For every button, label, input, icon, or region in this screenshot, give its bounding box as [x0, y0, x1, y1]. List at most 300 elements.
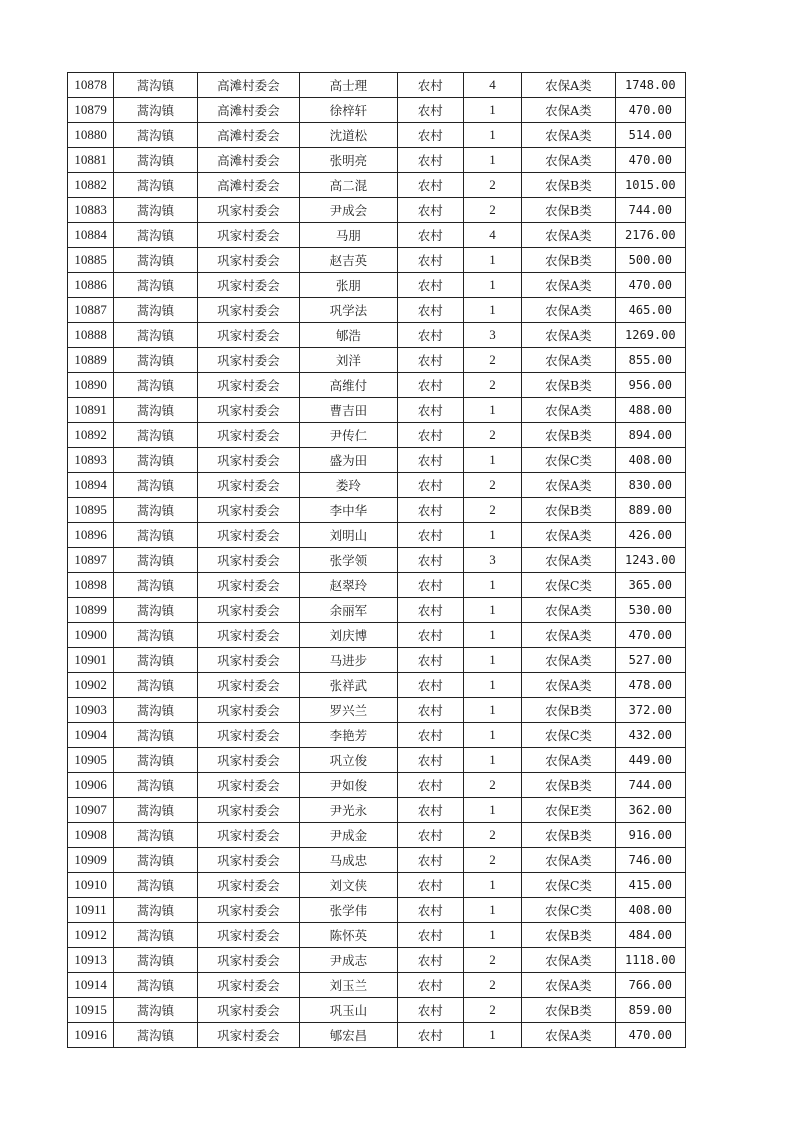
- household-count-cell: 1: [463, 573, 521, 598]
- record-id-cell: 10900: [68, 623, 114, 648]
- table-row: [68, 73, 686, 98]
- table-row: [68, 773, 686, 798]
- village-committee-cell: 巩家村委会: [197, 373, 299, 398]
- household-count-cell: 1: [463, 673, 521, 698]
- amount-cell: 530.00: [615, 598, 685, 623]
- insurance-category-cell: 农保A类: [522, 398, 615, 423]
- household-count-cell: 2: [463, 773, 521, 798]
- insurance-category-cell: 农保A类: [522, 98, 615, 123]
- table-row: [68, 823, 686, 848]
- area-type-cell: 农村: [397, 148, 463, 173]
- name-cell: 高士理: [300, 73, 397, 98]
- amount-cell: 432.00: [615, 723, 685, 748]
- amount-cell: 746.00: [615, 848, 685, 873]
- amount-cell: 470.00: [615, 148, 685, 173]
- amount-cell: 1269.00: [615, 323, 685, 348]
- amount-cell: 2176.00: [615, 223, 685, 248]
- amount-cell: 1748.00: [615, 73, 685, 98]
- name-cell: 娄玲: [300, 473, 397, 498]
- name-cell: 郇浩: [300, 323, 397, 348]
- insurance-category-cell: 农保A类: [522, 523, 615, 548]
- area-type-cell: 农村: [397, 248, 463, 273]
- area-type-cell: 农村: [397, 323, 463, 348]
- name-cell: 张朋: [300, 273, 397, 298]
- name-cell: 马朋: [300, 223, 397, 248]
- town-cell: 蒿沟镇: [114, 723, 197, 748]
- household-count-cell: 2: [463, 198, 521, 223]
- amount-cell: 894.00: [615, 423, 685, 448]
- household-count-cell: 1: [463, 523, 521, 548]
- name-cell: 李艳芳: [300, 723, 397, 748]
- household-count-cell: 2: [463, 848, 521, 873]
- insurance-category-cell: 农保A类: [522, 673, 615, 698]
- name-cell: 刘文侠: [300, 873, 397, 898]
- record-id-cell: 10897: [68, 548, 114, 573]
- amount-cell: 956.00: [615, 373, 685, 398]
- household-count-cell: 1: [463, 598, 521, 623]
- household-count-cell: 1: [463, 448, 521, 473]
- name-cell: 尹成志: [300, 948, 397, 973]
- amount-cell: 1015.00: [615, 173, 685, 198]
- village-committee-cell: 巩家村委会: [197, 698, 299, 723]
- record-id-cell: 10902: [68, 673, 114, 698]
- household-count-cell: 2: [463, 423, 521, 448]
- town-cell: 蒿沟镇: [114, 398, 197, 423]
- town-cell: 蒿沟镇: [114, 323, 197, 348]
- name-cell: 尹成会: [300, 198, 397, 223]
- town-cell: 蒿沟镇: [114, 548, 197, 573]
- table-row: [68, 923, 686, 948]
- town-cell: 蒿沟镇: [114, 948, 197, 973]
- name-cell: 李中华: [300, 498, 397, 523]
- record-id-cell: 10899: [68, 598, 114, 623]
- amount-cell: 362.00: [615, 798, 685, 823]
- record-id-cell: 10903: [68, 698, 114, 723]
- table-row: [68, 948, 686, 973]
- area-type-cell: 农村: [397, 648, 463, 673]
- town-cell: 蒿沟镇: [114, 448, 197, 473]
- town-cell: 蒿沟镇: [114, 173, 197, 198]
- amount-cell: 1118.00: [615, 948, 685, 973]
- name-cell: 罗兴兰: [300, 698, 397, 723]
- table-row: [68, 98, 686, 123]
- amount-cell: 500.00: [615, 248, 685, 273]
- record-id-cell: 10892: [68, 423, 114, 448]
- amount-cell: 859.00: [615, 998, 685, 1023]
- amount-cell: 1243.00: [615, 548, 685, 573]
- name-cell: 张祥武: [300, 673, 397, 698]
- town-cell: 蒿沟镇: [114, 348, 197, 373]
- household-count-cell: 1: [463, 623, 521, 648]
- insurance-category-cell: 农保A类: [522, 948, 615, 973]
- name-cell: 高二混: [300, 173, 397, 198]
- household-count-cell: 1: [463, 98, 521, 123]
- name-cell: 徐梓轩: [300, 98, 397, 123]
- town-cell: 蒿沟镇: [114, 98, 197, 123]
- town-cell: 蒿沟镇: [114, 798, 197, 823]
- household-count-cell: 1: [463, 798, 521, 823]
- area-type-cell: 农村: [397, 1023, 463, 1048]
- record-id-cell: 10889: [68, 348, 114, 373]
- amount-cell: 889.00: [615, 498, 685, 523]
- record-id-cell: 10883: [68, 198, 114, 223]
- village-committee-cell: 巩家村委会: [197, 348, 299, 373]
- town-cell: 蒿沟镇: [114, 523, 197, 548]
- area-type-cell: 农村: [397, 673, 463, 698]
- amount-cell: 470.00: [615, 1023, 685, 1048]
- amount-cell: 766.00: [615, 973, 685, 998]
- village-committee-cell: 巩家村委会: [197, 398, 299, 423]
- village-committee-cell: 高滩村委会: [197, 98, 299, 123]
- name-cell: 赵吉英: [300, 248, 397, 273]
- insurance-category-cell: 农保A类: [522, 123, 615, 148]
- amount-cell: 470.00: [615, 273, 685, 298]
- area-type-cell: 农村: [397, 548, 463, 573]
- amount-cell: 484.00: [615, 923, 685, 948]
- insurance-category-cell: 农保A类: [522, 548, 615, 573]
- insurance-category-cell: 农保A类: [522, 973, 615, 998]
- amount-cell: 916.00: [615, 823, 685, 848]
- insurance-category-cell: 农保B类: [522, 198, 615, 223]
- town-cell: 蒿沟镇: [114, 423, 197, 448]
- village-committee-cell: 巩家村委会: [197, 598, 299, 623]
- record-id-cell: 10914: [68, 973, 114, 998]
- table-row: [68, 448, 686, 473]
- record-id-cell: 10893: [68, 448, 114, 473]
- record-id-cell: 10898: [68, 573, 114, 598]
- record-id-cell: 10895: [68, 498, 114, 523]
- household-count-cell: 2: [463, 373, 521, 398]
- record-id-cell: 10880: [68, 123, 114, 148]
- village-committee-cell: 巩家村委会: [197, 323, 299, 348]
- amount-cell: 465.00: [615, 298, 685, 323]
- record-id-cell: 10916: [68, 1023, 114, 1048]
- village-committee-cell: 巩家村委会: [197, 548, 299, 573]
- town-cell: 蒿沟镇: [114, 648, 197, 673]
- table-row: [68, 873, 686, 898]
- table-body: [68, 73, 686, 1048]
- area-type-cell: 农村: [397, 723, 463, 748]
- table-row: [68, 273, 686, 298]
- table-row: [68, 673, 686, 698]
- record-id-cell: 10915: [68, 998, 114, 1023]
- village-committee-cell: 巩家村委会: [197, 473, 299, 498]
- name-cell: 张学领: [300, 548, 397, 573]
- insurance-category-cell: 农保B类: [522, 373, 615, 398]
- table-row: [68, 498, 686, 523]
- household-count-cell: 2: [463, 948, 521, 973]
- name-cell: 张学伟: [300, 898, 397, 923]
- village-committee-cell: 巩家村委会: [197, 823, 299, 848]
- insurance-category-cell: 农保B类: [522, 248, 615, 273]
- amount-cell: 855.00: [615, 348, 685, 373]
- town-cell: 蒿沟镇: [114, 73, 197, 98]
- table-row: [68, 573, 686, 598]
- village-committee-cell: 巩家村委会: [197, 623, 299, 648]
- record-id-cell: 10907: [68, 798, 114, 823]
- village-committee-cell: 巩家村委会: [197, 673, 299, 698]
- town-cell: 蒿沟镇: [114, 598, 197, 623]
- amount-cell: 514.00: [615, 123, 685, 148]
- record-id-cell: 10896: [68, 523, 114, 548]
- record-id-cell: 10890: [68, 373, 114, 398]
- household-count-cell: 1: [463, 123, 521, 148]
- village-committee-cell: 巩家村委会: [197, 448, 299, 473]
- household-count-cell: 1: [463, 898, 521, 923]
- area-type-cell: 农村: [397, 998, 463, 1023]
- insurance-category-cell: 农保B类: [522, 773, 615, 798]
- area-type-cell: 农村: [397, 473, 463, 498]
- table-row: [68, 648, 686, 673]
- village-committee-cell: 巩家村委会: [197, 773, 299, 798]
- household-count-cell: 2: [463, 173, 521, 198]
- record-id-cell: 10913: [68, 948, 114, 973]
- record-id-cell: 10909: [68, 848, 114, 873]
- village-committee-cell: 巩家村委会: [197, 248, 299, 273]
- name-cell: 尹光永: [300, 798, 397, 823]
- village-committee-cell: 巩家村委会: [197, 223, 299, 248]
- town-cell: 蒿沟镇: [114, 623, 197, 648]
- village-committee-cell: 巩家村委会: [197, 523, 299, 548]
- amount-cell: 365.00: [615, 573, 685, 598]
- name-cell: 刘玉兰: [300, 973, 397, 998]
- household-count-cell: 2: [463, 348, 521, 373]
- name-cell: 尹如俊: [300, 773, 397, 798]
- record-id-cell: 10901: [68, 648, 114, 673]
- household-count-cell: 1: [463, 873, 521, 898]
- town-cell: 蒿沟镇: [114, 223, 197, 248]
- area-type-cell: 农村: [397, 523, 463, 548]
- area-type-cell: 农村: [397, 898, 463, 923]
- area-type-cell: 农村: [397, 398, 463, 423]
- name-cell: 尹传仁: [300, 423, 397, 448]
- name-cell: 马进步: [300, 648, 397, 673]
- name-cell: 马成忠: [300, 848, 397, 873]
- insurance-category-cell: 农保C类: [522, 448, 615, 473]
- area-type-cell: 农村: [397, 448, 463, 473]
- town-cell: 蒿沟镇: [114, 898, 197, 923]
- record-id-cell: 10904: [68, 723, 114, 748]
- village-committee-cell: 巩家村委会: [197, 948, 299, 973]
- household-count-cell: 1: [463, 698, 521, 723]
- village-committee-cell: 巩家村委会: [197, 1023, 299, 1048]
- record-id-cell: 10906: [68, 773, 114, 798]
- name-cell: 盛为田: [300, 448, 397, 473]
- name-cell: 高维付: [300, 373, 397, 398]
- insurance-category-cell: 农保A类: [522, 298, 615, 323]
- table-row: [68, 198, 686, 223]
- area-type-cell: 农村: [397, 498, 463, 523]
- village-committee-cell: 高滩村委会: [197, 148, 299, 173]
- insurance-category-cell: 农保B类: [522, 998, 615, 1023]
- household-count-cell: 1: [463, 723, 521, 748]
- village-committee-cell: 巩家村委会: [197, 648, 299, 673]
- area-type-cell: 农村: [397, 948, 463, 973]
- town-cell: 蒿沟镇: [114, 973, 197, 998]
- town-cell: 蒿沟镇: [114, 498, 197, 523]
- name-cell: 赵翠玲: [300, 573, 397, 598]
- name-cell: 巩学法: [300, 298, 397, 323]
- table-row: [68, 598, 686, 623]
- insurance-category-cell: 农保A类: [522, 473, 615, 498]
- name-cell: 曹吉田: [300, 398, 397, 423]
- name-cell: 刘洋: [300, 348, 397, 373]
- insurance-category-cell: 农保A类: [522, 623, 615, 648]
- table-row: [68, 348, 686, 373]
- village-committee-cell: 巩家村委会: [197, 923, 299, 948]
- data-table: [67, 72, 686, 1048]
- household-count-cell: 2: [463, 823, 521, 848]
- record-id-cell: 10910: [68, 873, 114, 898]
- record-id-cell: 10879: [68, 98, 114, 123]
- area-type-cell: 农村: [397, 798, 463, 823]
- insurance-category-cell: 农保A类: [522, 323, 615, 348]
- record-id-cell: 10885: [68, 248, 114, 273]
- town-cell: 蒿沟镇: [114, 473, 197, 498]
- town-cell: 蒿沟镇: [114, 748, 197, 773]
- table-row: [68, 998, 686, 1023]
- insurance-category-cell: 农保A类: [522, 223, 615, 248]
- household-count-cell: 1: [463, 648, 521, 673]
- record-id-cell: 10887: [68, 298, 114, 323]
- town-cell: 蒿沟镇: [114, 123, 197, 148]
- table-row: [68, 848, 686, 873]
- village-committee-cell: 巩家村委会: [197, 873, 299, 898]
- amount-cell: 478.00: [615, 673, 685, 698]
- record-id-cell: 10881: [68, 148, 114, 173]
- insurance-category-cell: 农保C类: [522, 573, 615, 598]
- insurance-category-cell: 农保B类: [522, 698, 615, 723]
- insurance-category-cell: 农保A类: [522, 348, 615, 373]
- town-cell: 蒿沟镇: [114, 1023, 197, 1048]
- area-type-cell: 农村: [397, 698, 463, 723]
- amount-cell: 470.00: [615, 98, 685, 123]
- village-committee-cell: 高滩村委会: [197, 173, 299, 198]
- record-id-cell: 10891: [68, 398, 114, 423]
- insurance-category-cell: 农保A类: [522, 648, 615, 673]
- town-cell: 蒿沟镇: [114, 848, 197, 873]
- table-row: [68, 1023, 686, 1048]
- amount-cell: 744.00: [615, 198, 685, 223]
- amount-cell: 488.00: [615, 398, 685, 423]
- town-cell: 蒿沟镇: [114, 773, 197, 798]
- insurance-category-cell: 农保A类: [522, 273, 615, 298]
- town-cell: 蒿沟镇: [114, 923, 197, 948]
- household-count-cell: 3: [463, 323, 521, 348]
- table-row: [68, 423, 686, 448]
- village-committee-cell: 巩家村委会: [197, 898, 299, 923]
- record-id-cell: 10908: [68, 823, 114, 848]
- household-count-cell: 1: [463, 273, 521, 298]
- household-count-cell: 1: [463, 148, 521, 173]
- table-row: [68, 148, 686, 173]
- town-cell: 蒿沟镇: [114, 373, 197, 398]
- name-cell: 陈怀英: [300, 923, 397, 948]
- record-id-cell: 10912: [68, 923, 114, 948]
- table-row: [68, 473, 686, 498]
- area-type-cell: 农村: [397, 748, 463, 773]
- table-row: [68, 723, 686, 748]
- village-committee-cell: 巩家村委会: [197, 423, 299, 448]
- amount-cell: 527.00: [615, 648, 685, 673]
- household-count-cell: 2: [463, 498, 521, 523]
- table-row: [68, 548, 686, 573]
- name-cell: 巩玉山: [300, 998, 397, 1023]
- village-committee-cell: 高滩村委会: [197, 73, 299, 98]
- village-committee-cell: 巩家村委会: [197, 273, 299, 298]
- insurance-category-cell: 农保B类: [522, 423, 615, 448]
- area-type-cell: 农村: [397, 973, 463, 998]
- table-row: [68, 898, 686, 923]
- area-type-cell: 农村: [397, 173, 463, 198]
- household-count-cell: 4: [463, 223, 521, 248]
- household-count-cell: 4: [463, 73, 521, 98]
- town-cell: 蒿沟镇: [114, 248, 197, 273]
- amount-cell: 830.00: [615, 473, 685, 498]
- area-type-cell: 农村: [397, 273, 463, 298]
- insurance-category-cell: 农保E类: [522, 798, 615, 823]
- amount-cell: 408.00: [615, 898, 685, 923]
- table-row: [68, 798, 686, 823]
- area-type-cell: 农村: [397, 298, 463, 323]
- area-type-cell: 农村: [397, 873, 463, 898]
- record-id-cell: 10878: [68, 73, 114, 98]
- record-id-cell: 10911: [68, 898, 114, 923]
- table-row: [68, 698, 686, 723]
- record-id-cell: 10886: [68, 273, 114, 298]
- area-type-cell: 农村: [397, 423, 463, 448]
- table-row: [68, 223, 686, 248]
- table-row: [68, 973, 686, 998]
- record-id-cell: 10884: [68, 223, 114, 248]
- table-row: [68, 173, 686, 198]
- town-cell: 蒿沟镇: [114, 198, 197, 223]
- amount-cell: 744.00: [615, 773, 685, 798]
- table-row: [68, 323, 686, 348]
- name-cell: 沈道松: [300, 123, 397, 148]
- household-count-cell: 2: [463, 973, 521, 998]
- insurance-category-cell: 农保A类: [522, 598, 615, 623]
- name-cell: 尹成金: [300, 823, 397, 848]
- amount-cell: 449.00: [615, 748, 685, 773]
- table-row: [68, 523, 686, 548]
- area-type-cell: 农村: [397, 348, 463, 373]
- household-count-cell: 2: [463, 473, 521, 498]
- village-committee-cell: 巩家村委会: [197, 798, 299, 823]
- area-type-cell: 农村: [397, 123, 463, 148]
- household-count-cell: 1: [463, 923, 521, 948]
- record-id-cell: 10888: [68, 323, 114, 348]
- insurance-category-cell: 农保A类: [522, 73, 615, 98]
- name-cell: 张明亮: [300, 148, 397, 173]
- village-committee-cell: 高滩村委会: [197, 123, 299, 148]
- area-type-cell: 农村: [397, 623, 463, 648]
- record-id-cell: 10882: [68, 173, 114, 198]
- village-committee-cell: 巩家村委会: [197, 848, 299, 873]
- village-committee-cell: 巩家村委会: [197, 298, 299, 323]
- area-type-cell: 农村: [397, 98, 463, 123]
- area-type-cell: 农村: [397, 823, 463, 848]
- household-count-cell: 1: [463, 298, 521, 323]
- amount-cell: 470.00: [615, 623, 685, 648]
- household-count-cell: 2: [463, 998, 521, 1023]
- name-cell: 郇宏昌: [300, 1023, 397, 1048]
- town-cell: 蒿沟镇: [114, 998, 197, 1023]
- record-id-cell: 10894: [68, 473, 114, 498]
- town-cell: 蒿沟镇: [114, 698, 197, 723]
- town-cell: 蒿沟镇: [114, 273, 197, 298]
- household-count-cell: 1: [463, 248, 521, 273]
